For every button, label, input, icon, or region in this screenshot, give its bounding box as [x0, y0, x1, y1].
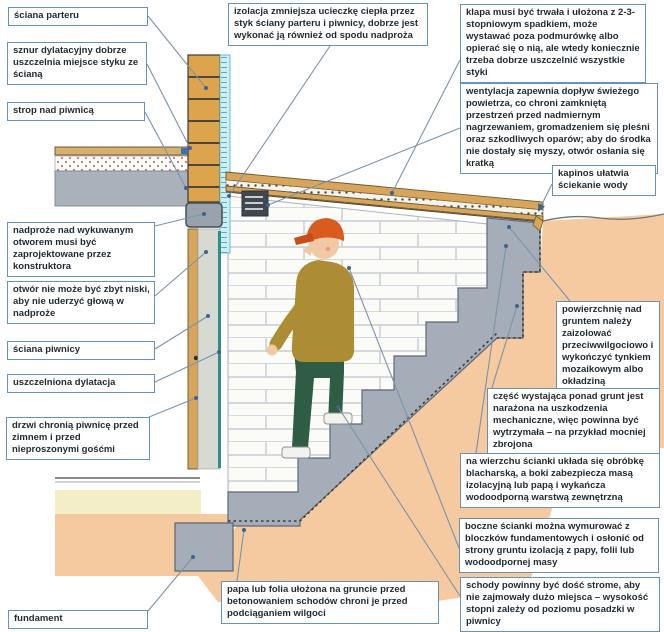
callout-izolacja: izolacja zmniejsza ucieczkę ciepła przez styk ściany parteru i piwnicy, dobrze jest wykonać ją również od spodu nadproża — [228, 3, 428, 46]
floor-insulation-layer — [55, 156, 188, 171]
person-ear — [326, 247, 330, 251]
person-shoe — [282, 447, 310, 458]
callout-nadproze: nadproże nad wykuwanym otworem musi być zaprojektowane przez konstruktora — [7, 222, 155, 277]
sand-layer — [55, 490, 201, 514]
callout-fundament: fundament — [8, 610, 148, 629]
basement-wall-face — [198, 229, 220, 469]
callout-sznur-dylatacyjny: sznur dylatacyjny dobrze uszczelnia miejsce styku ze ścianą — [7, 42, 147, 85]
callout-strop-nad-piwnica: strop nad piwnicą — [7, 102, 145, 121]
callout-otwor: otwór nie może być zbyt niski, aby nie uderzyć głową w nadproże — [7, 281, 155, 324]
callout-klapa: klapa musi być trwała i ułożona z 2-3-stopniowym spadkiem, może wystawać poza podmurówkę albo opierać się o nią, ale wtedy koniecznie trzeba dobrze uszczelnić wszystkie styki — [460, 4, 646, 83]
callout-na-wierzchu: na wierzchu ścianki układa się obróbkę blacharską, a boki zabezpiecza masą izolacyjną lub papą i wykańcza wodoodporną warstwą zewnętrzną — [460, 453, 660, 508]
person-hand — [267, 345, 278, 356]
callout-powierzchnia: powierzchnię nad gruntem należy zaizolować przeciwwilgociowo i wykończyć tynkiem mozaikowym albo okładziną — [556, 301, 660, 392]
foundation-block — [175, 523, 233, 571]
door-leaf — [188, 229, 198, 469]
ceiling-slab — [55, 171, 188, 206]
callout-drzwi: drzwi chronią piwnicę przed zimnem i przed nieproszonymi gośćmi — [6, 417, 150, 460]
callout-sciana-parteru: ściana parteru — [8, 7, 148, 26]
callout-sciana-piwnicy: ściana piwnicy — [7, 341, 155, 360]
sealed-expansion-joint — [218, 231, 221, 468]
vent-grille-icon — [242, 191, 268, 216]
callout-schody: schody powinny być dość strome, aby nie zajmowały dużo miejsca – wysokość stopni zależy od poziomu posadzki w piwnicy — [460, 577, 660, 632]
callout-uszczelniona-dylatacja: uszczelniona dylatacja — [7, 374, 155, 393]
callout-czesc-wystajaca: część wystająca ponad grunt jest narażona na uszkodzenia mechaniczne, więc powinna być wytrzymała – na przykład mocniej zbrojona — [487, 388, 660, 455]
callout-papa: papa lub folia ułożona na gruncie przed betonowaniem schodów chroni je przed podciąganiem wilgoci — [221, 581, 439, 624]
callout-boczne-scianki: boczne ścianki można wymurować z bloczków fundamentowych i osłonić od strony gruntu izolacją z papy, folii lub wodoodpornej masy — [459, 518, 659, 573]
callout-kapinos: kapinos ułatwia ściekanie wody — [552, 165, 656, 196]
expansion-cord-marker — [181, 148, 188, 154]
callout-wentylacja: wentylacja zapewnia dopływ świeżego powietrza, co chroni zamkniętą przestrzeń przed nadmiernym nagrzewaniem, gromadzeniem się pleśni oraz szkodliwych oparów; aby do środka nie dostały się myszy, otwór osłania się kratką — [460, 83, 658, 174]
door-knob — [194, 356, 198, 360]
